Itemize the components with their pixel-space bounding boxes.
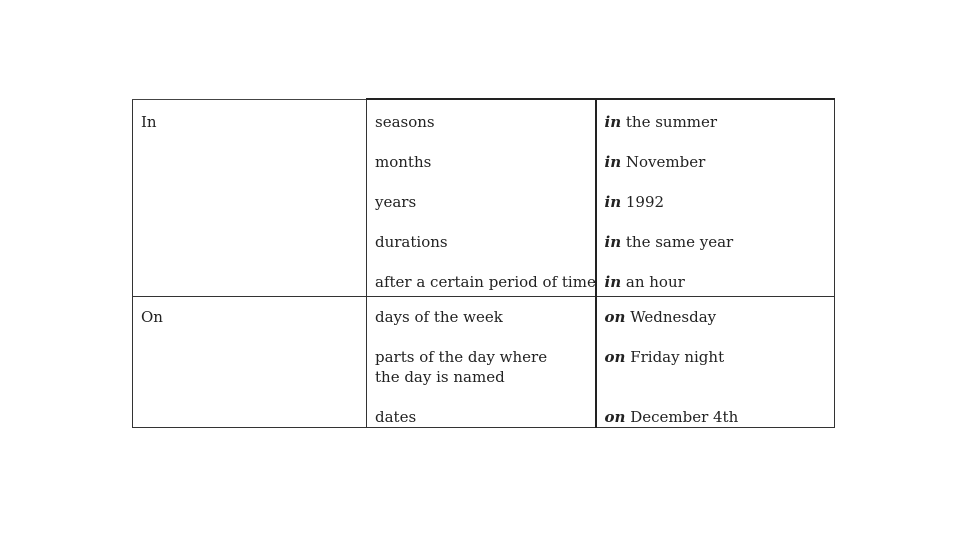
example-cell xyxy=(596,395,835,428)
example-text xyxy=(605,307,827,327)
use-text: parts of the day where the day is named xyxy=(375,348,548,386)
example-phrase: an hour xyxy=(621,273,685,291)
example-phrase: December 4th xyxy=(625,408,739,426)
example-cell xyxy=(596,180,835,220)
example-phrase: November xyxy=(621,153,706,171)
example-cell xyxy=(596,297,835,336)
example-text xyxy=(605,272,827,292)
use-cell xyxy=(367,335,596,395)
use-cell xyxy=(367,140,596,180)
example-preposition: on xyxy=(604,408,626,426)
example-preposition: on xyxy=(604,308,626,326)
use-cell xyxy=(367,395,596,428)
use-cell xyxy=(367,260,596,297)
example-text xyxy=(605,232,827,252)
preposition-label: On xyxy=(141,308,163,326)
example-preposition: in xyxy=(604,113,622,131)
example-text xyxy=(605,152,827,172)
example-phrase: Wednesday xyxy=(625,308,717,326)
example-phrase: 1992 xyxy=(621,193,665,211)
use-text: dates xyxy=(375,408,417,426)
example-phrase: the same year xyxy=(621,233,734,251)
example-text xyxy=(605,192,827,212)
example-text xyxy=(605,347,827,367)
use-text: years xyxy=(375,193,417,211)
prepositions-table xyxy=(132,98,835,428)
use-text: months xyxy=(375,153,432,171)
example-preposition: in xyxy=(604,273,622,291)
use-text: after a certain period of time xyxy=(375,273,596,291)
preposition-cell-in xyxy=(133,99,367,297)
use-cell xyxy=(367,297,596,336)
example-cell xyxy=(596,99,835,140)
example-phrase: Friday night xyxy=(625,348,725,366)
example-cell xyxy=(596,335,835,395)
example-phrase: the summer xyxy=(621,113,718,131)
preposition-label: In xyxy=(141,112,157,131)
use-cell xyxy=(367,180,596,220)
example-text xyxy=(605,112,827,132)
example-text xyxy=(605,407,827,427)
preposition-cell-on xyxy=(133,297,367,428)
use-cell xyxy=(367,99,596,140)
example-cell xyxy=(596,260,835,297)
use-text: days of the week xyxy=(375,308,503,326)
example-preposition: on xyxy=(604,348,626,366)
use-text: durations xyxy=(375,233,448,251)
example-cell xyxy=(596,220,835,260)
example-preposition: in xyxy=(604,153,622,171)
use-cell xyxy=(367,220,596,260)
example-cell xyxy=(596,140,835,180)
use-text: seasons xyxy=(375,113,435,131)
example-preposition: in xyxy=(604,233,622,251)
table-row xyxy=(133,297,835,336)
table-row xyxy=(133,99,835,140)
example-preposition: in xyxy=(604,193,622,211)
